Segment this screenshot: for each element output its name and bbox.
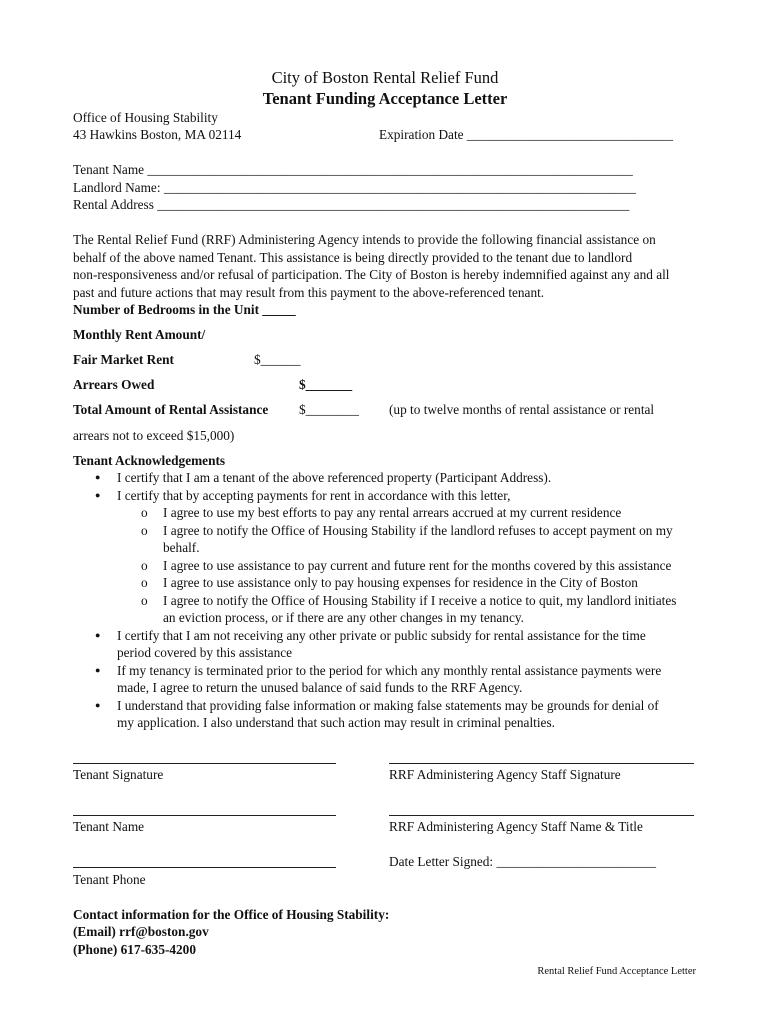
bullet-icon: ● (95, 490, 101, 500)
ack-sub-item: I agree to use my best efforts to pay any rental arrears accrued at my current residence (163, 505, 622, 520)
intro-paragraph (73, 231, 698, 301)
total-assistance-note: (up to twelve months of rental assistance or rental (389, 402, 655, 417)
document-title: City of Boston Rental Relief Fund (271, 68, 499, 87)
ack-item: If my tenancy is terminated prior to the period for which any monthly rental assistance payments were (117, 663, 662, 678)
date-signed-field: Date Letter Signed: ________________________ (389, 854, 657, 869)
sub-bullet-icon: o (141, 593, 148, 608)
ack-item: I understand that providing false information or making false statements may be grounds for denial of (117, 698, 659, 713)
monthly-rent-label: Monthly Rent Amount/ (73, 327, 206, 342)
staff-signature-label: RRF Administering Agency Staff Signature (389, 767, 621, 782)
contact-phone: (Phone) 617-635-4200 (73, 942, 196, 957)
office-address: 43 Hawkins Boston, MA 02114 (73, 127, 242, 142)
intro-line: The Rental Relief Fund (RRF) Administering Agency intends to provide the following financial assistance on (73, 232, 656, 247)
office-name: Office of Housing Stability (73, 110, 218, 125)
ack-sub-item: I agree to use assistance only to pay housing expenses for residence in the City of Boston (163, 575, 638, 590)
ack-item: I certify that I am a tenant of the above referenced property (Participant Address). (117, 470, 552, 485)
page-footer: Rental Relief Fund Acceptance Letter (537, 966, 696, 977)
ack-sub-item: I agree to use assistance to pay current and future rent for the months covered by this assistance (163, 558, 672, 573)
fair-market-rent-value: $______ (254, 352, 301, 367)
ack-item: period covered by this assistance (117, 645, 293, 660)
ack-sub-item: an eviction process, or if there are any other changes in my tenancy. (163, 610, 524, 625)
arrears-owed-label: Arrears Owed (73, 377, 155, 392)
sub-bullet-icon: o (141, 558, 148, 573)
bullet-icon: ● (95, 700, 101, 710)
staff-name-line[interactable] (389, 815, 694, 816)
arrears-owed-value: $_______ (299, 377, 353, 392)
intro-line: past and future actions that may result from this payment to the above-referenced tenant. (73, 284, 545, 300)
sub-bullet-icon: o (141, 575, 148, 590)
expiration-date-field: Expiration Date _______________________________ (379, 127, 673, 142)
total-assistance-note-cont: arrears not to exceed $15,000) (73, 428, 235, 443)
tenant-phone-label: Tenant Phone (73, 872, 146, 887)
tenant-name-line[interactable] (73, 815, 336, 816)
document-subtitle: Tenant Funding Acceptance Letter (262, 89, 508, 108)
acknowledgements-heading: Tenant Acknowledgements (73, 453, 226, 468)
bullet-icon: ● (95, 472, 101, 482)
ack-sub-item: I agree to notify the Office of Housing Stability if I receive a notice to quit, my landlord initiates (163, 593, 677, 608)
sub-bullet-icon: o (141, 523, 148, 538)
contact-heading: Contact information for the Office of Housing Stability: (73, 907, 390, 922)
landlord-name-field: Landlord Name: _______________________________________________________________________ (73, 180, 636, 195)
tenant-signature-line[interactable] (73, 763, 336, 764)
ack-sub-item: I agree to notify the Office of Housing Stability if the landlord refuses to accept payment on my (163, 523, 673, 538)
ack-item: my application. I also understand that such action may result in criminal penalties. (117, 715, 555, 730)
total-assistance-label: Total Amount of Rental Assistance (73, 402, 269, 417)
tenant-signature-label: Tenant Signature (73, 767, 164, 782)
intro-line: non-responsiveness and/or refusal of participation. The City of Boston is hereby indemnified against any and all (73, 267, 670, 282)
ack-item: I certify that by accepting payments for rent in accordance with this letter, (117, 488, 511, 503)
intro-line: behalf of the above named Tenant. This assistance is being directly provided to the tenant due to landlord (73, 249, 633, 265)
tenant-name-field: Tenant Name _________________________________________________________________________ (73, 162, 633, 177)
bullet-icon: ● (95, 665, 101, 675)
staff-signature-line[interactable] (389, 763, 694, 764)
bedrooms-field: Number of Bedrooms in the Unit _____ (73, 302, 296, 317)
sub-bullet-icon: o (141, 505, 148, 520)
tenant-phone-line[interactable] (73, 867, 336, 868)
fair-market-rent-label: Fair Market Rent (73, 352, 174, 367)
bullet-icon: ● (95, 630, 101, 640)
total-assistance-value: $________ (299, 402, 359, 417)
contact-email: (Email) rrf@boston.gov (73, 924, 209, 939)
rental-address-field: Rental Address _______________________________________________________________________ (73, 197, 630, 212)
staff-name-title-label: RRF Administering Agency Staff Name & Title (389, 819, 643, 834)
ack-sub-item: behalf. (163, 540, 200, 555)
tenant-name-label: Tenant Name (73, 819, 145, 834)
ack-item: I certify that I am not receiving any other private or public subsidy for rental assistance for the time (117, 628, 646, 643)
ack-item: made, I agree to return the unused balance of said funds to the RRF Agency. (117, 680, 523, 695)
